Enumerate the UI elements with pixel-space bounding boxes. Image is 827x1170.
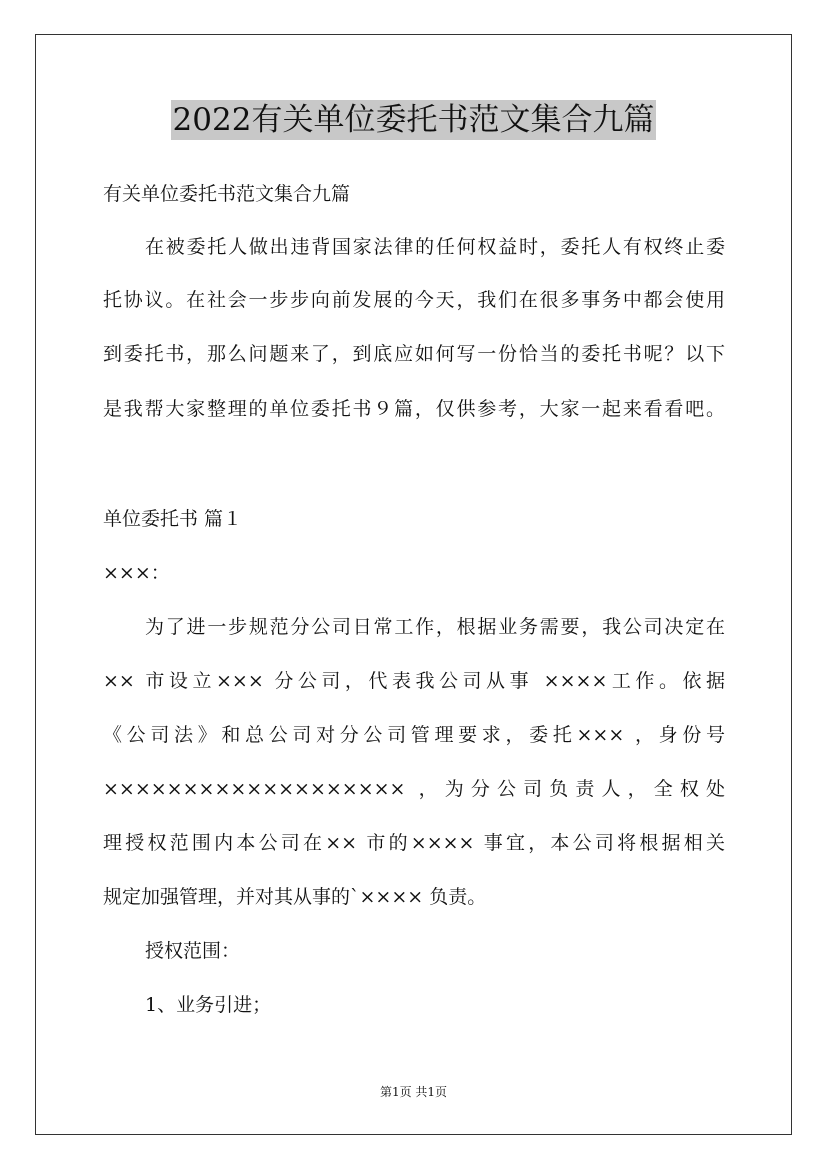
body-line: 理授权范围内本公司在×× 市的×××× 事宜，本公司将根据相关: [103, 832, 725, 854]
scope-heading: 授权范围：: [145, 940, 241, 962]
salutation: ×××：: [103, 562, 170, 584]
section-heading: 单位委托书 篇１: [103, 508, 243, 530]
document-title: 2022有关单位委托书范文集合九篇: [172, 102, 655, 138]
body-line: ××××××××××××××××××× ，为分公司负责人，全权处: [103, 778, 725, 800]
document-subtitle: 有关单位委托书范文集合九篇: [103, 183, 351, 205]
intro-line: 是我帮大家整理的单位委托书９篇，仅供参考，大家一起来看看吧。: [103, 398, 725, 420]
body-line: 规定加强管理，并对其从事的`×××× 负责。: [103, 886, 487, 908]
page-footer: 第1页 共1页: [379, 1085, 448, 1099]
intro-line: 到委托书，那么问题来了，到底应如何写一份恰当的委托书呢？以下: [103, 343, 725, 365]
intro-line: 在被委托人做出违背国家法律的任何权益时，委托人有权终止委: [145, 236, 725, 258]
body-line: ×× 市设立××× 分公司，代表我公司从事 ××××工作。依据: [103, 670, 725, 692]
body-line: 《公司法》和总公司对分公司管理要求，委托××× ，身份号: [103, 724, 725, 746]
body-line: 为了进一步规范分公司日常工作，根据业务需要，我公司决定在: [145, 616, 725, 638]
title-container: [0, 100, 827, 140]
scope-item: 1、业务引进；: [145, 994, 272, 1016]
intro-line: 托协议。在社会一步步向前发展的今天，我们在很多事务中都会使用: [103, 289, 725, 311]
